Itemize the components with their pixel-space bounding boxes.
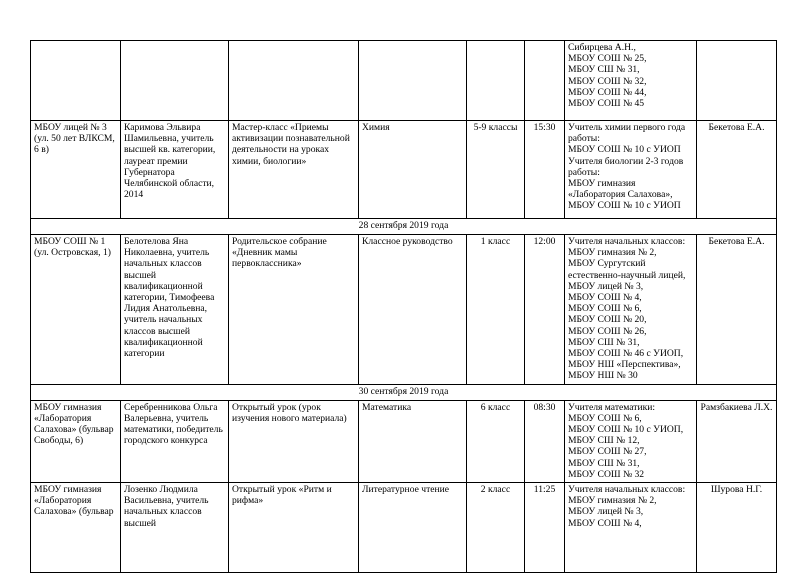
time-cell (525, 121, 565, 219)
participants-cell (565, 400, 697, 482)
time-text: 12:00 (533, 236, 556, 247)
participant-line: работы: (568, 133, 600, 145)
participant-line: МБОУ НШ «Перспектива», (568, 359, 681, 371)
participant-line: МБОУ Сургутский (568, 258, 646, 270)
grade-cell (467, 235, 525, 385)
time-cell (525, 483, 565, 573)
participants-cell (565, 235, 697, 385)
teacher-cell (121, 121, 229, 219)
participant-line: МБОУ СОШ № 25, (568, 53, 647, 65)
participant-line: МБОУ гимназия № 2, (568, 247, 657, 259)
participants-cell (565, 121, 697, 219)
participant-line: МБОУ СОШ № 4, (568, 292, 642, 304)
event-text: Родительское собрание «Дневник мамы первоклассника» (232, 236, 327, 270)
school-cell (31, 483, 121, 573)
participants-cell (565, 41, 697, 121)
table-row (31, 400, 777, 482)
participant-line: МБОУ СОШ № 6, (568, 412, 642, 424)
participant-line: МБОУ СШ № 31, (568, 64, 640, 76)
grade-text: 6 класс (480, 401, 511, 413)
time-text: 11:25 (533, 484, 556, 496)
participant-line: «Лаборатория Салахова», (568, 189, 673, 201)
participant-line: МБОУ СОШ № 4, (568, 517, 642, 529)
teacher-cell (121, 235, 229, 385)
schedule-rows (31, 41, 777, 573)
school-text: МБОУ гимназия «Лаборатория Салахова» (бульвар (34, 484, 114, 518)
participant-line: МБОУ СОШ № 20, (568, 314, 647, 326)
participants-cell (565, 483, 697, 573)
event-cell (229, 41, 359, 121)
subject-text: Литературное чтение (362, 484, 450, 496)
grade-text: 5-9 классы (473, 122, 518, 133)
subject-cell (359, 235, 467, 385)
participant-line: МБОУ СОШ № 46 с УИОП, (568, 348, 684, 360)
participant-line: естественно-научный лицей, (568, 269, 686, 281)
participant-line: МБОУ СОШ № 32 (568, 468, 645, 480)
grade-cell (467, 400, 525, 482)
teacher-text: Белотелова Яна Николаевна, учитель начальных классов высшей квалификационной категории, Тимофеева Лидия Анатольевна, учитель начальных классов высшей квалификационной категории (124, 236, 215, 360)
responsible-cell (697, 121, 777, 219)
grade-cell (467, 121, 525, 219)
teacher-text: Каримова Эльвира Шамильевна, учитель высшей кв. категории, лауреат премии Губернатора Челябинской области, 2014 (124, 122, 216, 201)
participant-line: Учитель химии первого года (568, 122, 686, 133)
date-heading: 28 сентября 2019 года (31, 219, 777, 235)
subject-text: Химия (362, 122, 390, 133)
responsible-cell (697, 235, 777, 385)
responsible-cell (697, 41, 777, 121)
participant-line: МБОУ НШ № 30 (568, 370, 638, 382)
participant-line: МБОУ СШ № 31, (568, 457, 640, 469)
participant-line: МБОУ СШ № 12, (568, 435, 640, 447)
teacher-text: Серебренникова Ольга Валерьевна, учитель математики, победитель городского конкурса (124, 401, 223, 447)
participant-line: МБОУ СОШ № 45 (568, 98, 645, 110)
school-cell (31, 400, 121, 482)
grade-cell (467, 41, 525, 121)
participant-line: МБОУ СОШ № 44, (568, 86, 647, 98)
participant-line: МБОУ СОШ № 26, (568, 325, 647, 337)
participant-line: Учителя начальных классов: (568, 236, 686, 247)
grade-text: 2 класс (480, 484, 511, 496)
school-cell (31, 121, 121, 219)
time-cell (525, 41, 565, 121)
date-row (31, 219, 777, 235)
responsible-cell (697, 400, 777, 482)
table-row (31, 41, 777, 121)
participant-line: МБОУ СОШ № 10 с УИОП (568, 200, 681, 212)
table-row (31, 121, 777, 219)
table-row (31, 483, 777, 573)
school-text: МБОУ гимназия «Лаборатория Салахова» (бульвар Свободы, 6) (34, 401, 114, 447)
responsible-cell (697, 483, 777, 573)
participant-line: МБОУ СШ № 31, (568, 336, 640, 348)
participant-line: МБОУ гимназия (568, 178, 636, 190)
event-cell (229, 235, 359, 385)
grade-text: 1 класс (480, 236, 511, 247)
grade-cell (467, 483, 525, 573)
responsible-text: Бекетова Е.А. (708, 236, 765, 247)
responsible-text: Шурова Н.Г. (710, 484, 763, 496)
time-cell (525, 235, 565, 385)
time-cell (525, 400, 565, 482)
participant-line: Учителя биологии 2-3 годов (568, 155, 684, 167)
date-heading: 30 сентября 2019 года (31, 384, 777, 400)
time-text: 08:30 (533, 401, 556, 413)
participant-line: МБОУ гимназия № 2, (568, 495, 657, 507)
responsible-text: Бекетова Е.А. (708, 122, 765, 133)
table-row (31, 235, 777, 385)
event-cell (229, 400, 359, 482)
teacher-cell (121, 400, 229, 482)
participant-line: МБОУ СОШ № 10 с УИОП (568, 144, 681, 156)
event-text: Открытый урок «Ритм и рифма» (232, 484, 332, 507)
subject-cell (359, 483, 467, 573)
school-cell (31, 235, 121, 385)
participant-line: Учителя начальных классов: (568, 484, 686, 496)
event-cell (229, 121, 359, 219)
teacher-cell (121, 41, 229, 121)
subject-text: Математика (362, 401, 412, 413)
subject-cell (359, 41, 467, 121)
subject-text: Классное руководство (362, 236, 453, 247)
participant-line: МБОУ лицей № 3, (568, 506, 644, 518)
event-text: Открытый урок (урок изучения нового материала) (232, 401, 347, 424)
teacher-cell (121, 483, 229, 573)
participant-line: МБОУ СОШ № 32, (568, 75, 647, 87)
date-row (31, 384, 777, 400)
responsible-text: Рамзбакиева Л.Х. (700, 401, 773, 413)
schedule-table (30, 40, 777, 573)
participant-line: Учителя математики: (568, 401, 656, 413)
school-cell (31, 41, 121, 121)
subject-cell (359, 400, 467, 482)
subject-cell (359, 121, 467, 219)
participant-line: МБОУ СОШ № 10 с УИОП, (568, 424, 684, 436)
participant-line: Сибирцева А.Н., (568, 42, 636, 53)
time-text: 15:30 (533, 122, 556, 133)
participant-line: МБОУ СОШ № 6, (568, 303, 642, 315)
event-text: Мастер-класс «Приемы активизации познавательной деятельности на уроках химии, биологии» (232, 122, 350, 167)
teacher-text: Лозенко Людмила Васильевна, учитель начальных классов высшей (124, 484, 209, 529)
school-text: МБОУ СОШ № 1 (ул. Островская, 1) (34, 236, 111, 259)
participant-line: МБОУ лицей № 3, (568, 280, 644, 292)
participant-line: работы: (568, 166, 600, 178)
event-cell (229, 483, 359, 573)
school-text: МБОУ лицей № 3 (ул. 50 лет ВЛКСМ, 6 в) (34, 122, 115, 156)
participant-line: МБОУ СОШ № 27, (568, 446, 647, 458)
